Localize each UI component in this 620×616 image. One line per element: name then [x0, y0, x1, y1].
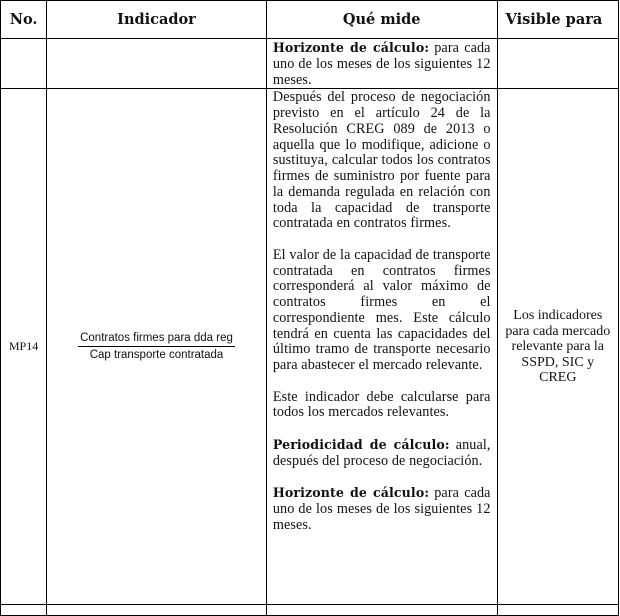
periodicidad-paragraph	[273, 437, 491, 470]
horizonte-label: Horizonte de cálculo:	[272, 40, 430, 55]
cell-que-mide	[266, 605, 497, 616]
table-row-continued	[1, 39, 619, 89]
horizonte-text: para cada uno de los meses de los siguientes 12 meses.	[272, 485, 491, 533]
cell-indicador	[47, 605, 267, 616]
cell-visible-para: Los indicadores para cada mercado relevante para la SSPD, SIC y CREG	[497, 89, 618, 605]
periodicidad-text: anual, después del proceso de negociación.	[272, 436, 491, 469]
horizonte-text: para cada uno de los meses de los siguientes 12 meses.	[272, 40, 491, 88]
description-paragraph-3: Este indicador debe calcularse para todos los mercados relevantes.	[272, 388, 491, 421]
header-indicador: Indicador	[47, 1, 267, 39]
cell-no: MP14	[1, 89, 47, 605]
cell-indicador	[47, 39, 267, 89]
horizonte-paragraph	[273, 40, 491, 88]
header-row	[1, 1, 619, 39]
cell-no	[1, 605, 47, 616]
cell-no	[1, 39, 47, 89]
cell-que-mide	[266, 89, 497, 605]
horizonte-label: Horizonte de cálculo:	[272, 485, 430, 500]
header-visible-para: Visible para	[497, 1, 618, 39]
formula-numerator: Contratos firmes para dda reg	[78, 332, 235, 347]
description-paragraph-2: El valor de la capacidad de transporte contratada en contratos firmes corresponderá al valor máximo de contratos firmes en el correspondiente mes. Este cálculo tendrá en cuenta las capacidades del último tramo de transporte necesario para abastecer el mercado relevante.	[272, 246, 491, 373]
description-paragraph-1: Después del proceso de negociación previsto en el artículo 24 de la Resolución CREG 089 de 2013 o aquella que lo modifique, adicione o sustituya, calcular todos los contratos firmes de suministro por fuente para la demanda regulada en relación con toda la capacidad de transporte contratada en contratos firmes.	[272, 89, 491, 232]
header-que-mide: Qué mide	[266, 1, 497, 39]
horizonte-paragraph	[273, 485, 491, 533]
indicator-formula	[47, 332, 266, 361]
cell-que-mide	[266, 39, 497, 89]
header-no: No.	[1, 1, 47, 39]
table-row	[1, 89, 619, 605]
cell-indicador	[47, 89, 267, 605]
cell-visible-para	[497, 605, 618, 616]
formula-denominator: Cap transporte contratada	[89, 349, 224, 362]
cell-visible-para	[497, 39, 618, 89]
table-row-next-partial	[1, 605, 619, 616]
periodicidad-label: Periodicidad de cálculo:	[272, 436, 450, 452]
